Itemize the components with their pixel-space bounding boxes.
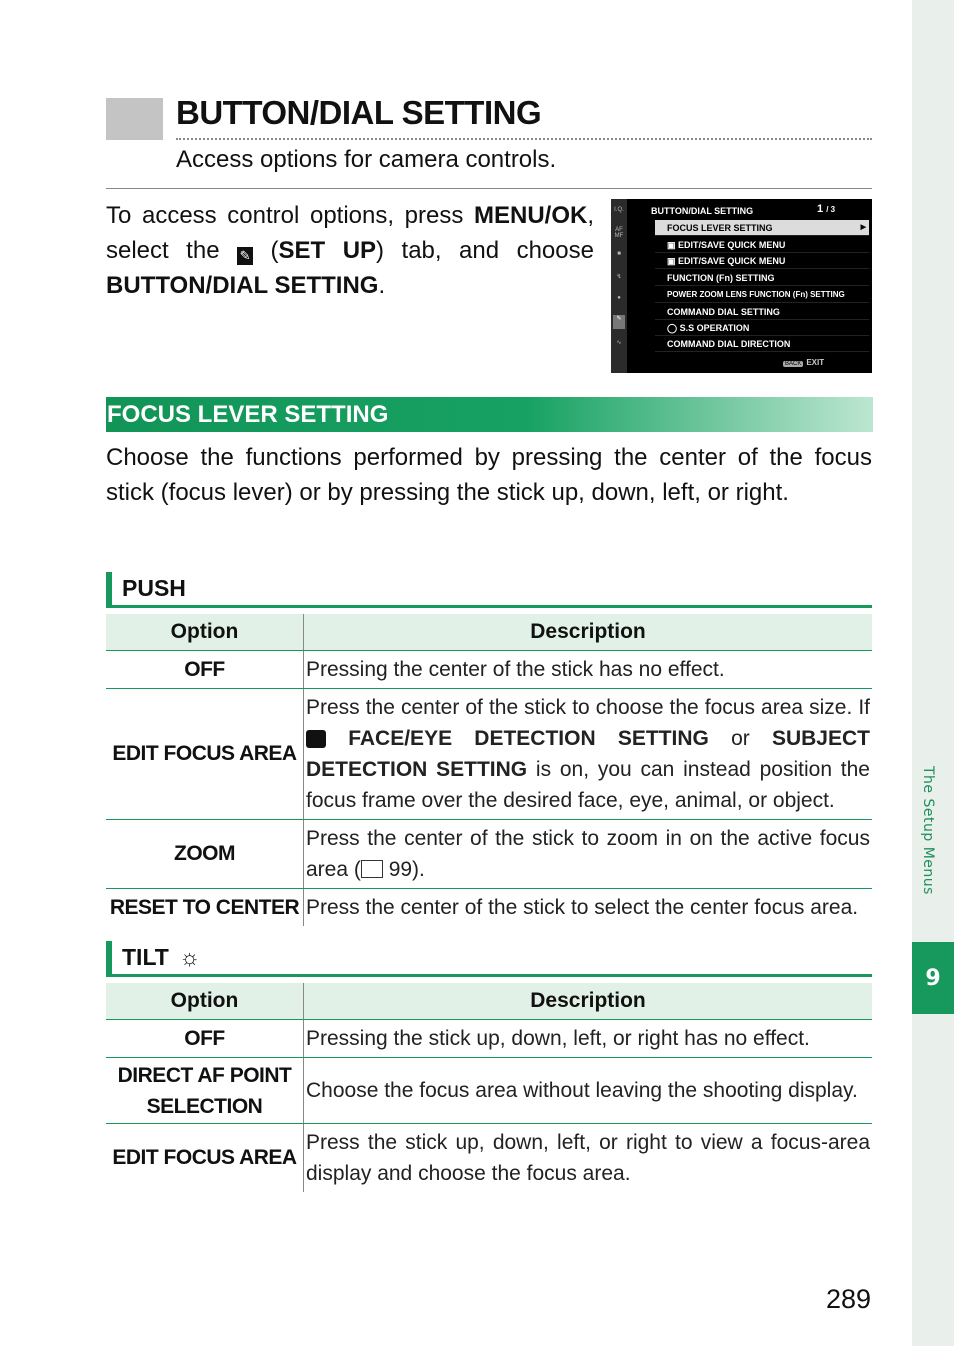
page-subtitle: Access options for camera controls.	[176, 146, 557, 173]
camera-menu-item: ◯ S.S OPERATION	[655, 320, 869, 336]
camera-menu-item: ▣ EDIT/SAVE QUICK MENU	[655, 253, 869, 269]
flash-tab-icon: ↯	[616, 274, 622, 280]
title-marker	[106, 98, 163, 140]
image-quality-tab-icon: I.Q.	[614, 207, 624, 213]
camera-menu-title: BUTTON/DIAL SETTING	[651, 206, 754, 216]
face-detection-icon	[306, 730, 326, 748]
table-row: ZOOM Press the center of the stick to zoom in on the active focus area ( 99).	[106, 820, 872, 889]
menu-item-name: BUTTON/DIAL SETTING	[106, 272, 379, 299]
tilt-direction-icon: ☼	[179, 944, 201, 970]
push-table	[106, 614, 872, 926]
af-mf-tab-icon: AF MF	[614, 227, 624, 239]
table-row: EDIT FOCUS AREA Press the stick up, down, left, or right to view a focus-area display and choose the focus area.	[106, 1124, 872, 1193]
table-header-row	[106, 614, 872, 651]
movie-tab-icon: ●	[617, 295, 621, 301]
menu-ok-key: MENU/OK	[473, 202, 588, 229]
tilt-heading: TILT ☼	[106, 941, 872, 977]
setup-tab-name: SET UP	[278, 237, 377, 264]
connection-tab-icon: ∿	[616, 340, 622, 346]
table-row: EDIT FOCUS AREA Press the center of the stick to choose the focus area size. If FACE/EYE DETECTION SETTING or SUBJECT DETECTION SETTING is on, you can instead position the focus frame over the desired face, eye, animal, or object.	[106, 689, 872, 820]
page-number: 289	[826, 1284, 872, 1314]
camera-menu-item: FOCUS LEVER SETTING ▶	[655, 220, 869, 236]
camera-menu-item: COMMAND DIAL DIRECTION	[655, 336, 869, 352]
table-row: DIRECT AF POINT SELECTION Choose the focus area without leaving the shooting display.	[106, 1058, 872, 1124]
table-row: OFF Pressing the center of the stick has no effect.	[106, 651, 872, 689]
camera-menu-item: ▣ EDIT/SAVE QUICK MENU	[655, 237, 869, 253]
wrench-icon: ✎	[237, 247, 253, 265]
camera-menu-tabs	[611, 199, 627, 373]
option-column-header: Option	[106, 983, 304, 1020]
camera-menu-back-hint: BACK EXIT	[785, 358, 825, 367]
page-title: BUTTON/DIAL SETTING	[176, 94, 542, 131]
camera-menu-page: 1 / 3	[817, 203, 836, 215]
table-header-row	[106, 983, 872, 1020]
camera-tab-icon: ■	[617, 251, 621, 257]
table-row: OFF Pressing the stick up, down, left, or right has no effect.	[106, 1020, 872, 1058]
push-heading: PUSH	[106, 572, 872, 608]
tilt-table	[106, 983, 872, 1192]
focus-lever-description: Choose the functions performed by pressing the center of the focus stick (focus lever) or by pressing the stick up, down, left, or right.	[106, 444, 872, 506]
page-reference-icon	[361, 860, 383, 878]
chapter-number: 9	[912, 942, 954, 1014]
table-row: RESET TO CENTER Press the center of the stick to select the center focus area.	[106, 889, 872, 927]
camera-menu-item: FUNCTION (Fn) SETTING	[655, 270, 869, 286]
camera-menu-item: COMMAND DIAL SETTING	[655, 304, 869, 320]
title-divider	[176, 138, 872, 140]
description-column-header: Description	[304, 983, 873, 1020]
setup-tab-icon: ✎	[613, 315, 625, 329]
intro-paragraph: To access control options, press MENU/OK, select the ✎ (SET UP) tab, and choose BUTTON/DIAL SETTING.	[106, 202, 594, 299]
description-column-header: Description	[304, 614, 873, 651]
chapter-tab-strip	[912, 0, 954, 1346]
focus-lever-heading: FOCUS LEVER SETTING	[106, 397, 873, 432]
chapter-label: The Setup Menus	[920, 766, 936, 895]
camera-menu-screenshot	[611, 199, 872, 373]
camera-menu-item: POWER ZOOM LENS FUNCTION (Fn) SETTING	[655, 287, 869, 303]
header-rule	[106, 188, 872, 189]
option-column-header: Option	[106, 614, 304, 651]
